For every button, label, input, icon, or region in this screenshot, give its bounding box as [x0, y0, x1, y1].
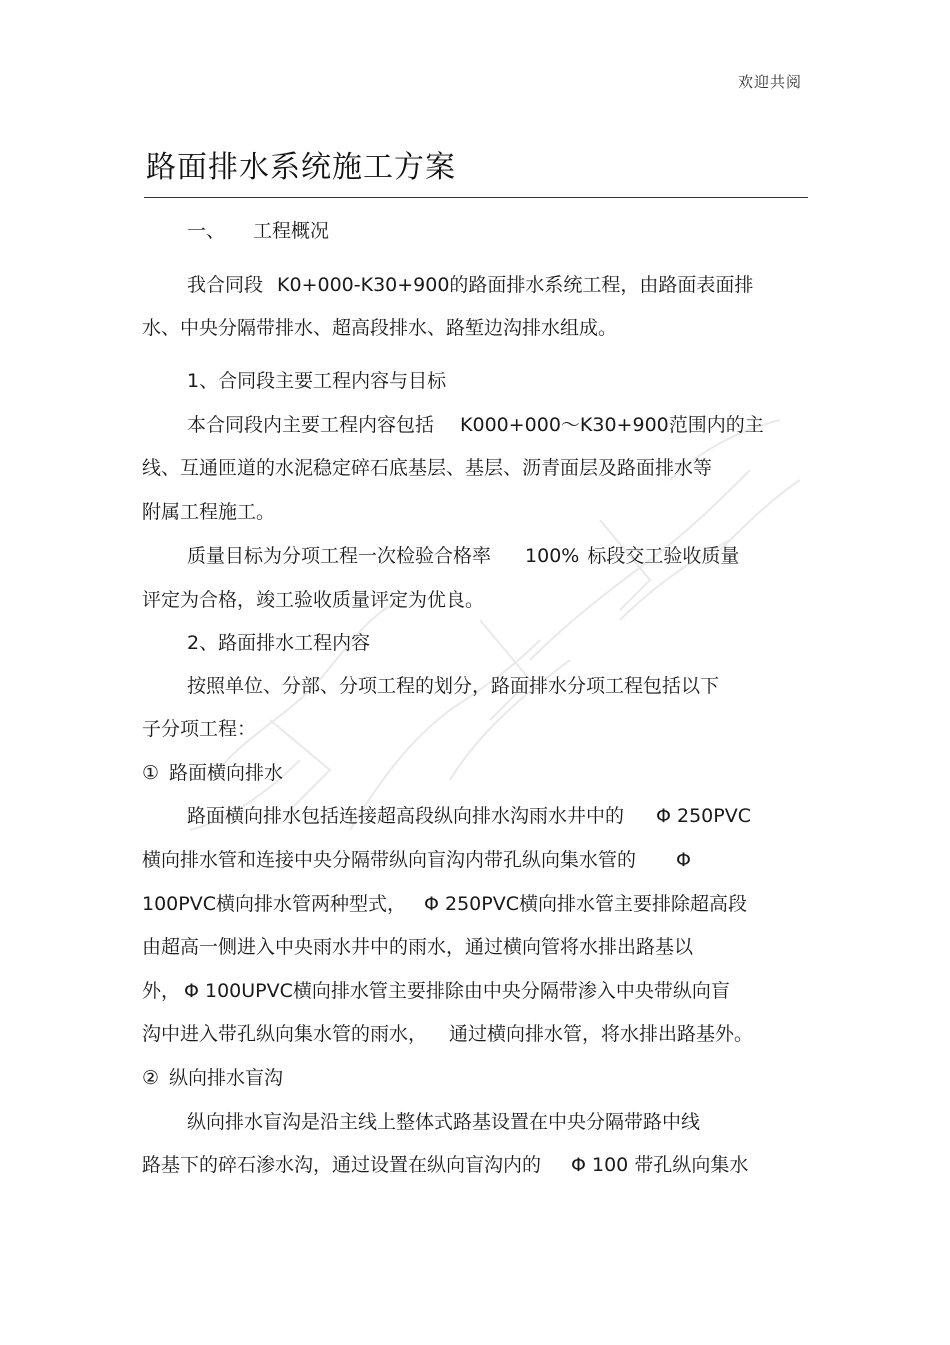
header-note: 欢迎共阅 — [737, 73, 802, 91]
paragraph-line: 按照单位、分部、分项工程的划分，路面排水分项工程包括以下 — [187, 675, 720, 697]
paragraph-line: 外， Φ 100UPVC横向排水管主要排除由中央分隔带渗入中央带纵向盲 — [142, 980, 730, 1002]
paragraph-line: 线、互通匝道的水泥稳定碎石底基层、基层、沥青面层及路面排水等 — [142, 457, 713, 479]
paragraph-line: 本合同段内主要工程内容包括 K000+000～K30+900范围内的主 — [187, 414, 764, 436]
section-heading-overview: 一、 工程概况 — [187, 220, 330, 242]
document-title: 路面排水系统施工方案 — [146, 150, 456, 185]
paragraph-line: 沟中进入带孔纵向集水管的雨水， 通过横向排水管，将水排出路基外。 — [142, 1023, 754, 1045]
paragraph-line: 横向排水管和连接中央分隔带纵向盲沟内带孔纵向集水管的 Φ — [142, 849, 691, 871]
paragraph-line: 路面横向排水包括连接超高段纵向排水沟雨水井中的 Φ 250PVC — [187, 805, 751, 827]
paragraph-line: 纵向排水盲沟是沿主线上整体式路基设置在中央分隔带路中线 — [187, 1111, 701, 1133]
paragraph-line: 100PVC横向排水管两种型式， Φ 250PVC横向排水管主要排除超高段 — [142, 893, 747, 915]
paragraph-line: 附属工程施工。 — [142, 501, 276, 523]
title-divider — [144, 197, 808, 198]
list-item-heading: ① 路面横向排水 — [142, 762, 284, 784]
subsection-heading: 1、合同段主要工程内容与目标 — [187, 370, 447, 392]
paragraph-line: 水、中央分隔带排水、超高段排水、路堑边沟排水组成。 — [142, 317, 618, 339]
paragraph-line: 评定为合格，竣工验收质量评定为优良。 — [142, 589, 485, 611]
paragraph-line: 我合同段 K0+000-K30+900的路面排水系统工程，由路面表面排 — [187, 274, 754, 296]
subsection-heading: 2、路面排水工程内容 — [187, 632, 371, 654]
paragraph-line: 质量目标为分项工程一次检验合格率 100% 标段交工验收质量 — [187, 545, 740, 567]
paragraph-line: 路基下的碎石渗水沟，通过设置在纵向盲沟内的 Φ 100 带孔纵向集水 — [142, 1154, 749, 1176]
paragraph-line: 子分项工程： — [142, 718, 257, 740]
paragraph-line: 由超高一侧进入中央雨水井中的雨水，通过横向管将水排出路基以 — [142, 936, 694, 958]
list-item-heading: ② 纵向排水盲沟 — [142, 1067, 284, 1089]
